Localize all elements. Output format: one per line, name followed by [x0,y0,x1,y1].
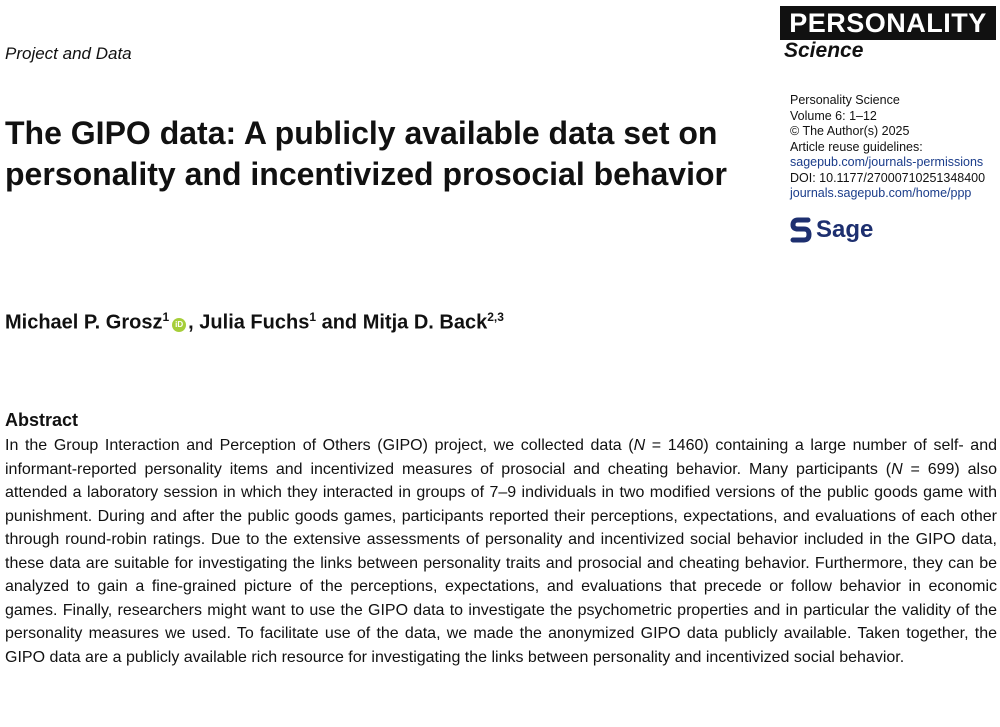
article-section-type: Project and Data [5,44,132,63]
author-name: Michael P. Grosz [5,311,163,334]
reuse-permissions-link[interactable]: sagepub.com/journals-permissions [790,155,984,169]
meta-volume: Volume 6: 1–12 [790,108,877,123]
publisher-name: Sage [816,216,874,243]
author-list [5,310,504,335]
author-affiliation: 1 [309,310,317,324]
orcid-icon[interactable]: iD [172,318,186,332]
publisher-logo [790,216,873,244]
meta-reuse-label: Article reuse guidelines: [790,139,923,154]
journal-logo-sub: Science [784,39,864,62]
publication-meta [790,93,1000,202]
author-name: Mitja D. Back [362,311,488,334]
journal-logo [780,6,996,62]
abstract-body: In the Group Interaction and Perception of Others (GIPO) project, we collected data (N = 1460) containing a large number of self- and informant-reported personality items and incentivized measures of prosocial and cheating behavior. Many participants (N = 699) also attended a laboratory session in which they interacted in groups of 7–9 individuals in two modified versions of the public goods game with punishment. During and after the public goods games, participants reported their perceptions, expectations, and evaluations of each other through round-robin ratings. Due to the extensive assessments of personality and incentivized social behavior included in the GIPO data, these data are suitable for investigating the links between personality traits and prosocial and cheating behavior. Furthermore, they can be analyzed to gain a fine-grained picture of the perceptions, expectations, and evaluations that precede or follow behavior in economic games. Finally, researchers might want to use the GIPO data to investigate the psychometric properties and in particular the validity of the personality measures we used. To facilitate use of the data, we made the anonymized GIPO data publicly available. Taken together, the GIPO data are a publicly available rich resource for investigating the links between personality and incentivized social behavior. [5,437,998,666]
author-name: Julia Fuchs [199,311,310,334]
abstract-heading: Abstract [5,410,79,430]
author-affiliation: 1 [162,310,170,324]
journal-logo-main: PERSONALITY [780,6,996,40]
article-title: The GIPO data: A publicly available data set on personality and incentivized prosocial behavior [5,115,727,192]
sage-s-icon [790,216,812,244]
meta-copyright: © The Author(s) 2025 [790,124,910,138]
author-affiliation: 2,3 [487,310,504,324]
author-separator: , [188,311,194,334]
journal-homepage-link[interactable]: journals.sagepub.com/home/ppp [790,186,972,200]
meta-doi: DOI: 10.1177/27000710251348400 [790,170,986,185]
author-separator: and [321,311,358,334]
meta-journal: Personality Science [790,93,900,107]
